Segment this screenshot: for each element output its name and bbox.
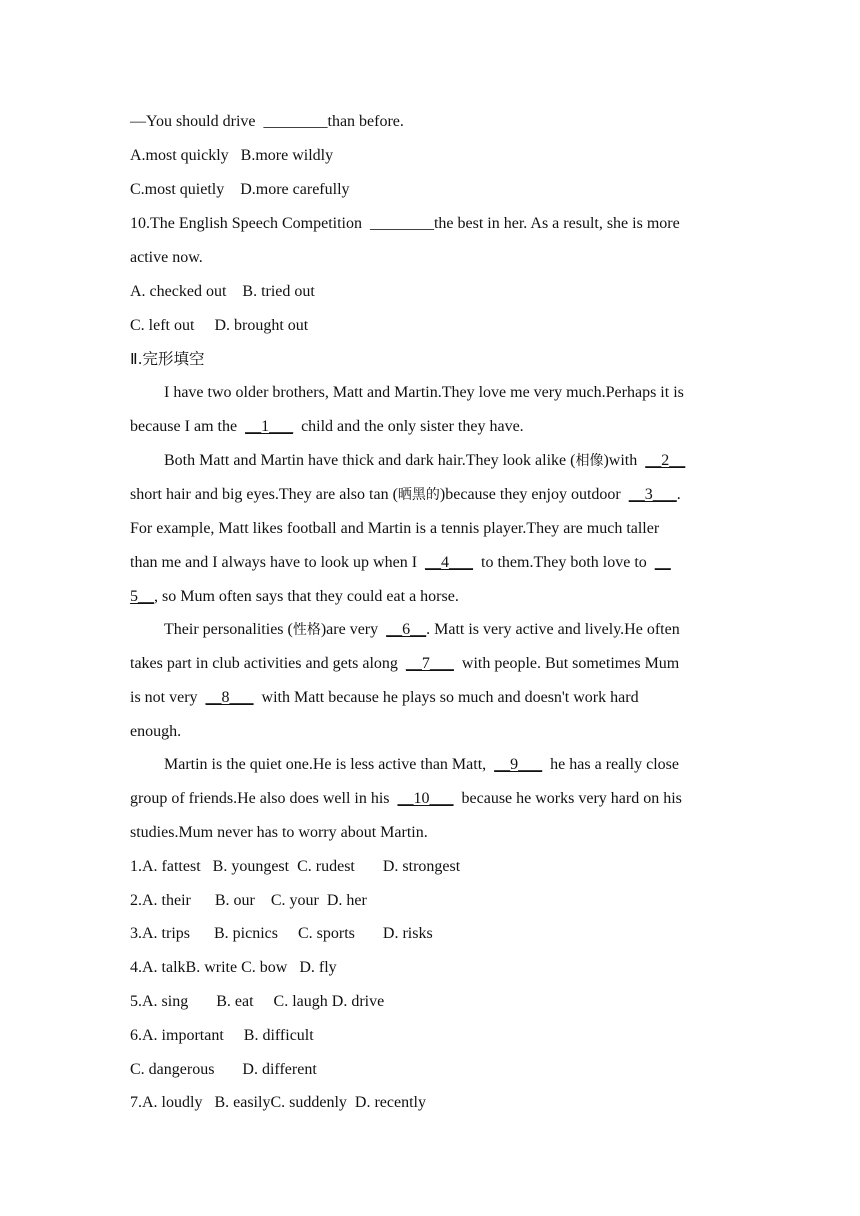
passage-text: child and the only sister they have. — [293, 418, 524, 435]
passage-text: Martin is the quiet one.He is less active than Matt, — [164, 756, 495, 773]
blank-2: __2__ — [645, 452, 686, 469]
q10-options-2: C. left out D. brought out — [130, 317, 309, 334]
passage-text: . Matt is very active and lively.He often — [426, 621, 680, 638]
q9-stem-b: than before. — [327, 113, 404, 130]
passage-text: to them.They both love to — [473, 554, 655, 571]
blank-10: __10___ — [397, 790, 454, 807]
section-title: Ⅱ.完形填空 — [130, 350, 205, 368]
passage-text: because I am the — [130, 418, 246, 435]
passage-text: with people. But sometimes Mum — [453, 655, 680, 672]
option-row: 2.A. their B. our C. your D. her — [130, 892, 367, 909]
passage-p4-line3: studies.Mum never has to worry about Martin. — [130, 824, 428, 841]
passage-p3-line3 — [130, 688, 639, 708]
passage-text: than me and I always have to look up when I — [130, 554, 426, 571]
q10-blank: ________ — [369, 215, 434, 232]
passage-p3-line1 — [164, 620, 680, 640]
q9-blank: ________ — [263, 113, 328, 130]
blank-5-start: __ — [654, 554, 671, 571]
option-row: 3.A. trips B. picnics C. sports D. risks — [130, 925, 433, 942]
option-row: 4.A. talkB. write C. bow D. fly — [130, 959, 337, 976]
blank-9: __9___ — [494, 756, 543, 773]
passage-text: , so Mum often says that they could eat a horse. — [154, 588, 459, 605]
passage-text: . — [676, 486, 681, 503]
passage-text: he has a really close — [542, 756, 679, 773]
passage-p4-line2 — [130, 789, 682, 809]
blank-4: __4___ — [425, 554, 474, 571]
passage-text: takes part in club activities and gets along — [130, 655, 406, 672]
q10-stem — [130, 214, 680, 234]
option-row: C. dangerous D. different — [130, 1061, 317, 1078]
chinese-gloss: 晒黑的 — [397, 487, 440, 503]
q10-stem-b: the best in her. As a result, she is more — [433, 215, 680, 232]
passage-text: with Matt because he plays so much and doesn't work hard — [253, 689, 639, 706]
passage-text: )because they enjoy outdoor — [439, 486, 629, 503]
passage-p3-line2 — [130, 654, 679, 674]
blank-7: __7___ — [405, 655, 454, 672]
q9-options-2: C.most quietly D.more carefully — [130, 181, 350, 198]
option-row: 1.A. fattest B. youngest C. rudest D. strongest — [130, 858, 461, 875]
q10-stem-a: 10.The English Speech Competition — [130, 215, 370, 232]
passage-p2-line3: For example, Matt likes football and Martin is a tennis player.They are much taller — [130, 520, 660, 537]
option-row: 7.A. loudly B. easilyC. suddenly D. recently — [130, 1094, 426, 1111]
passage-p2-line1 — [164, 451, 685, 471]
passage-text: group of friends.He also does well in his — [130, 790, 398, 807]
passage-text: )with — [603, 452, 646, 469]
blank-6: __6__ — [386, 621, 427, 638]
q9-options-1: A.most quickly B.more wildly — [130, 147, 334, 164]
passage-p1-line2 — [130, 417, 524, 437]
option-row: 6.A. important B. difficult — [130, 1027, 314, 1044]
q10-options-1: A. checked out B. tried out — [130, 283, 315, 300]
passage-text: Both Matt and Martin have thick and dark hair.They look alike ( — [164, 452, 576, 469]
passage-text: Their personalities ( — [164, 621, 293, 638]
blank-1: __1___ — [245, 418, 294, 435]
blank-3: __3___ — [628, 486, 677, 503]
passage-text: is not very — [130, 689, 206, 706]
q9-stem — [130, 112, 404, 132]
option-row: 5.A. sing B. eat C. laugh D. drive — [130, 993, 385, 1010]
passage-p4-line1 — [164, 755, 679, 775]
q9-stem-a: —You should drive — [130, 113, 264, 130]
passage-text: short hair and big eyes.They are also tan ( — [130, 486, 398, 503]
passage-text: )are very — [320, 621, 387, 638]
passage-p2-line2 — [130, 485, 681, 505]
blank-5-end: 5__ — [130, 588, 154, 605]
passage-p1-line1: I have two older brothers, Matt and Martin.They love me very much.Perhaps it is — [164, 384, 684, 401]
passage-text: because he works very hard on his — [453, 790, 682, 807]
passage-p2-line4 — [130, 553, 671, 573]
passage-p3-line4: enough. — [130, 723, 182, 740]
q10-stem-cont: active now. — [130, 249, 203, 266]
blank-8: __8___ — [205, 689, 254, 706]
passage-p2-line5 — [130, 587, 459, 607]
chinese-gloss: 相像 — [575, 453, 604, 469]
chinese-gloss: 性格 — [292, 622, 321, 638]
